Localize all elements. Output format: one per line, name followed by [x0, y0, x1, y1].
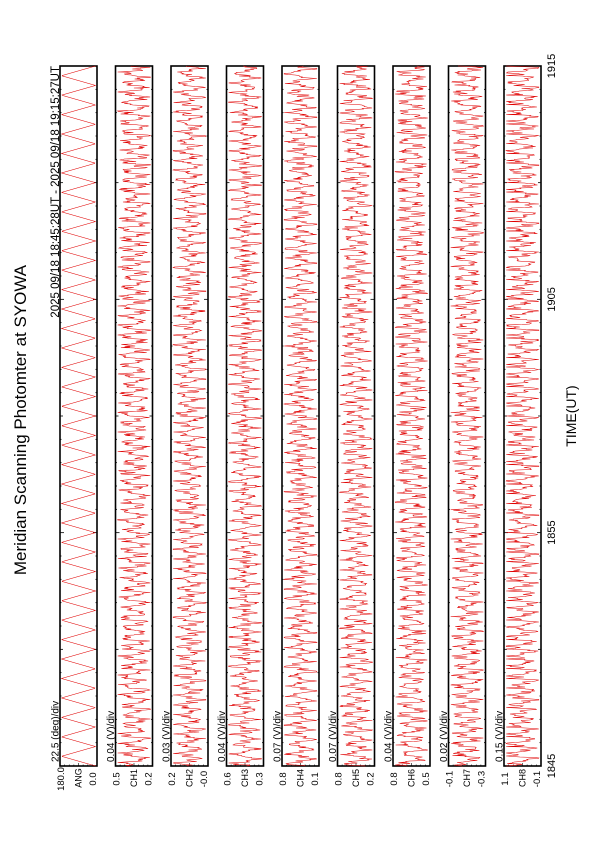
y-tick-label: 0.2	[365, 772, 377, 786]
y-axis-label: CH6	[406, 768, 417, 788]
panel-frame	[282, 66, 319, 766]
trace-ch3	[229, 66, 262, 766]
panel-ch5	[328, 66, 377, 787]
scale-label: 0.15 (V)/div	[494, 710, 506, 762]
y-axis-label: CH7	[462, 768, 472, 788]
y-tick-label: 0.3	[254, 772, 266, 786]
y-axis-label: CH8	[517, 768, 528, 788]
y-tick-label: 0.5	[111, 772, 123, 786]
scale-label: 22.5 (deg)/div	[50, 700, 62, 762]
y-tick-label: 0.2	[143, 772, 155, 786]
y-axis-label: ANG	[73, 768, 84, 788]
trace-ch2	[173, 66, 206, 766]
panel-ch4	[273, 66, 322, 787]
scale-label: 0.04 (V)/div	[106, 710, 117, 762]
y-tick-label: -0.1	[532, 770, 543, 788]
y-tick-label: 180.0	[56, 767, 67, 791]
chart-title: Meridian Scanning Photomter at SYOWA	[11, 264, 30, 576]
x-axis-label: TIME(UT)	[563, 385, 579, 447]
x-tick-label: 1905	[546, 287, 558, 312]
x-tick-label: 1855	[546, 520, 558, 545]
x-tick-label: 1915	[546, 53, 558, 79]
time-range-label: 2025 09/18 18:45:28UT - 2025 09/18 19:15:27UT	[50, 66, 62, 318]
trace-ch1	[118, 66, 151, 766]
y-tick-label: 0.0	[88, 772, 99, 786]
y-axis-label: CH1	[129, 768, 139, 788]
x-tick-label: 1845	[546, 753, 558, 779]
panel-ch6	[384, 66, 433, 787]
panel-ch8	[495, 66, 544, 787]
trace-ch6	[395, 66, 428, 766]
y-axis-label: CH3	[240, 768, 250, 788]
scale-label: 0.04 (V)/div	[217, 710, 228, 762]
trace-ch7	[451, 66, 484, 766]
panel-frame	[60, 66, 97, 766]
y-tick-label: 0.8	[333, 772, 345, 786]
y-tick-label: -0.0	[199, 770, 210, 788]
y-tick-label: 0.6	[222, 772, 234, 786]
y-tick-label: 0.2	[167, 772, 178, 786]
y-axis-label: CH5	[351, 768, 361, 788]
trace-ch5	[340, 66, 373, 766]
trace-ch8	[506, 66, 539, 766]
x-axis-ticks	[546, 54, 558, 778]
y-tick-label: 1.1	[500, 772, 511, 786]
scale-label: 0.07 (V)/div	[328, 710, 339, 762]
scale-label: 0.04 (V)/div	[383, 710, 395, 762]
panel-ch1	[106, 66, 155, 787]
scale-label: 0.02 (V)/div	[439, 710, 450, 762]
trace-ch4	[284, 66, 317, 766]
y-tick-label: -0.3	[476, 770, 488, 788]
panels	[51, 66, 544, 791]
y-axis-label: CH2	[184, 768, 195, 788]
y-tick-label: -0.1	[444, 770, 456, 788]
y-tick-label: 0.8	[278, 772, 289, 786]
y-axis-label: CH4	[295, 768, 306, 788]
panel-ch2	[162, 66, 211, 787]
trace-angle	[62, 66, 96, 766]
panel-ch7	[439, 66, 488, 787]
y-tick-label: 0.1	[310, 772, 321, 786]
y-tick-label: 0.8	[389, 772, 400, 786]
scale-label: 0.03 (V)/div	[161, 710, 173, 762]
y-tick-label: 0.5	[421, 772, 432, 786]
panel-ch3	[217, 66, 266, 787]
scale-label: 0.07 (V)/div	[272, 710, 284, 762]
